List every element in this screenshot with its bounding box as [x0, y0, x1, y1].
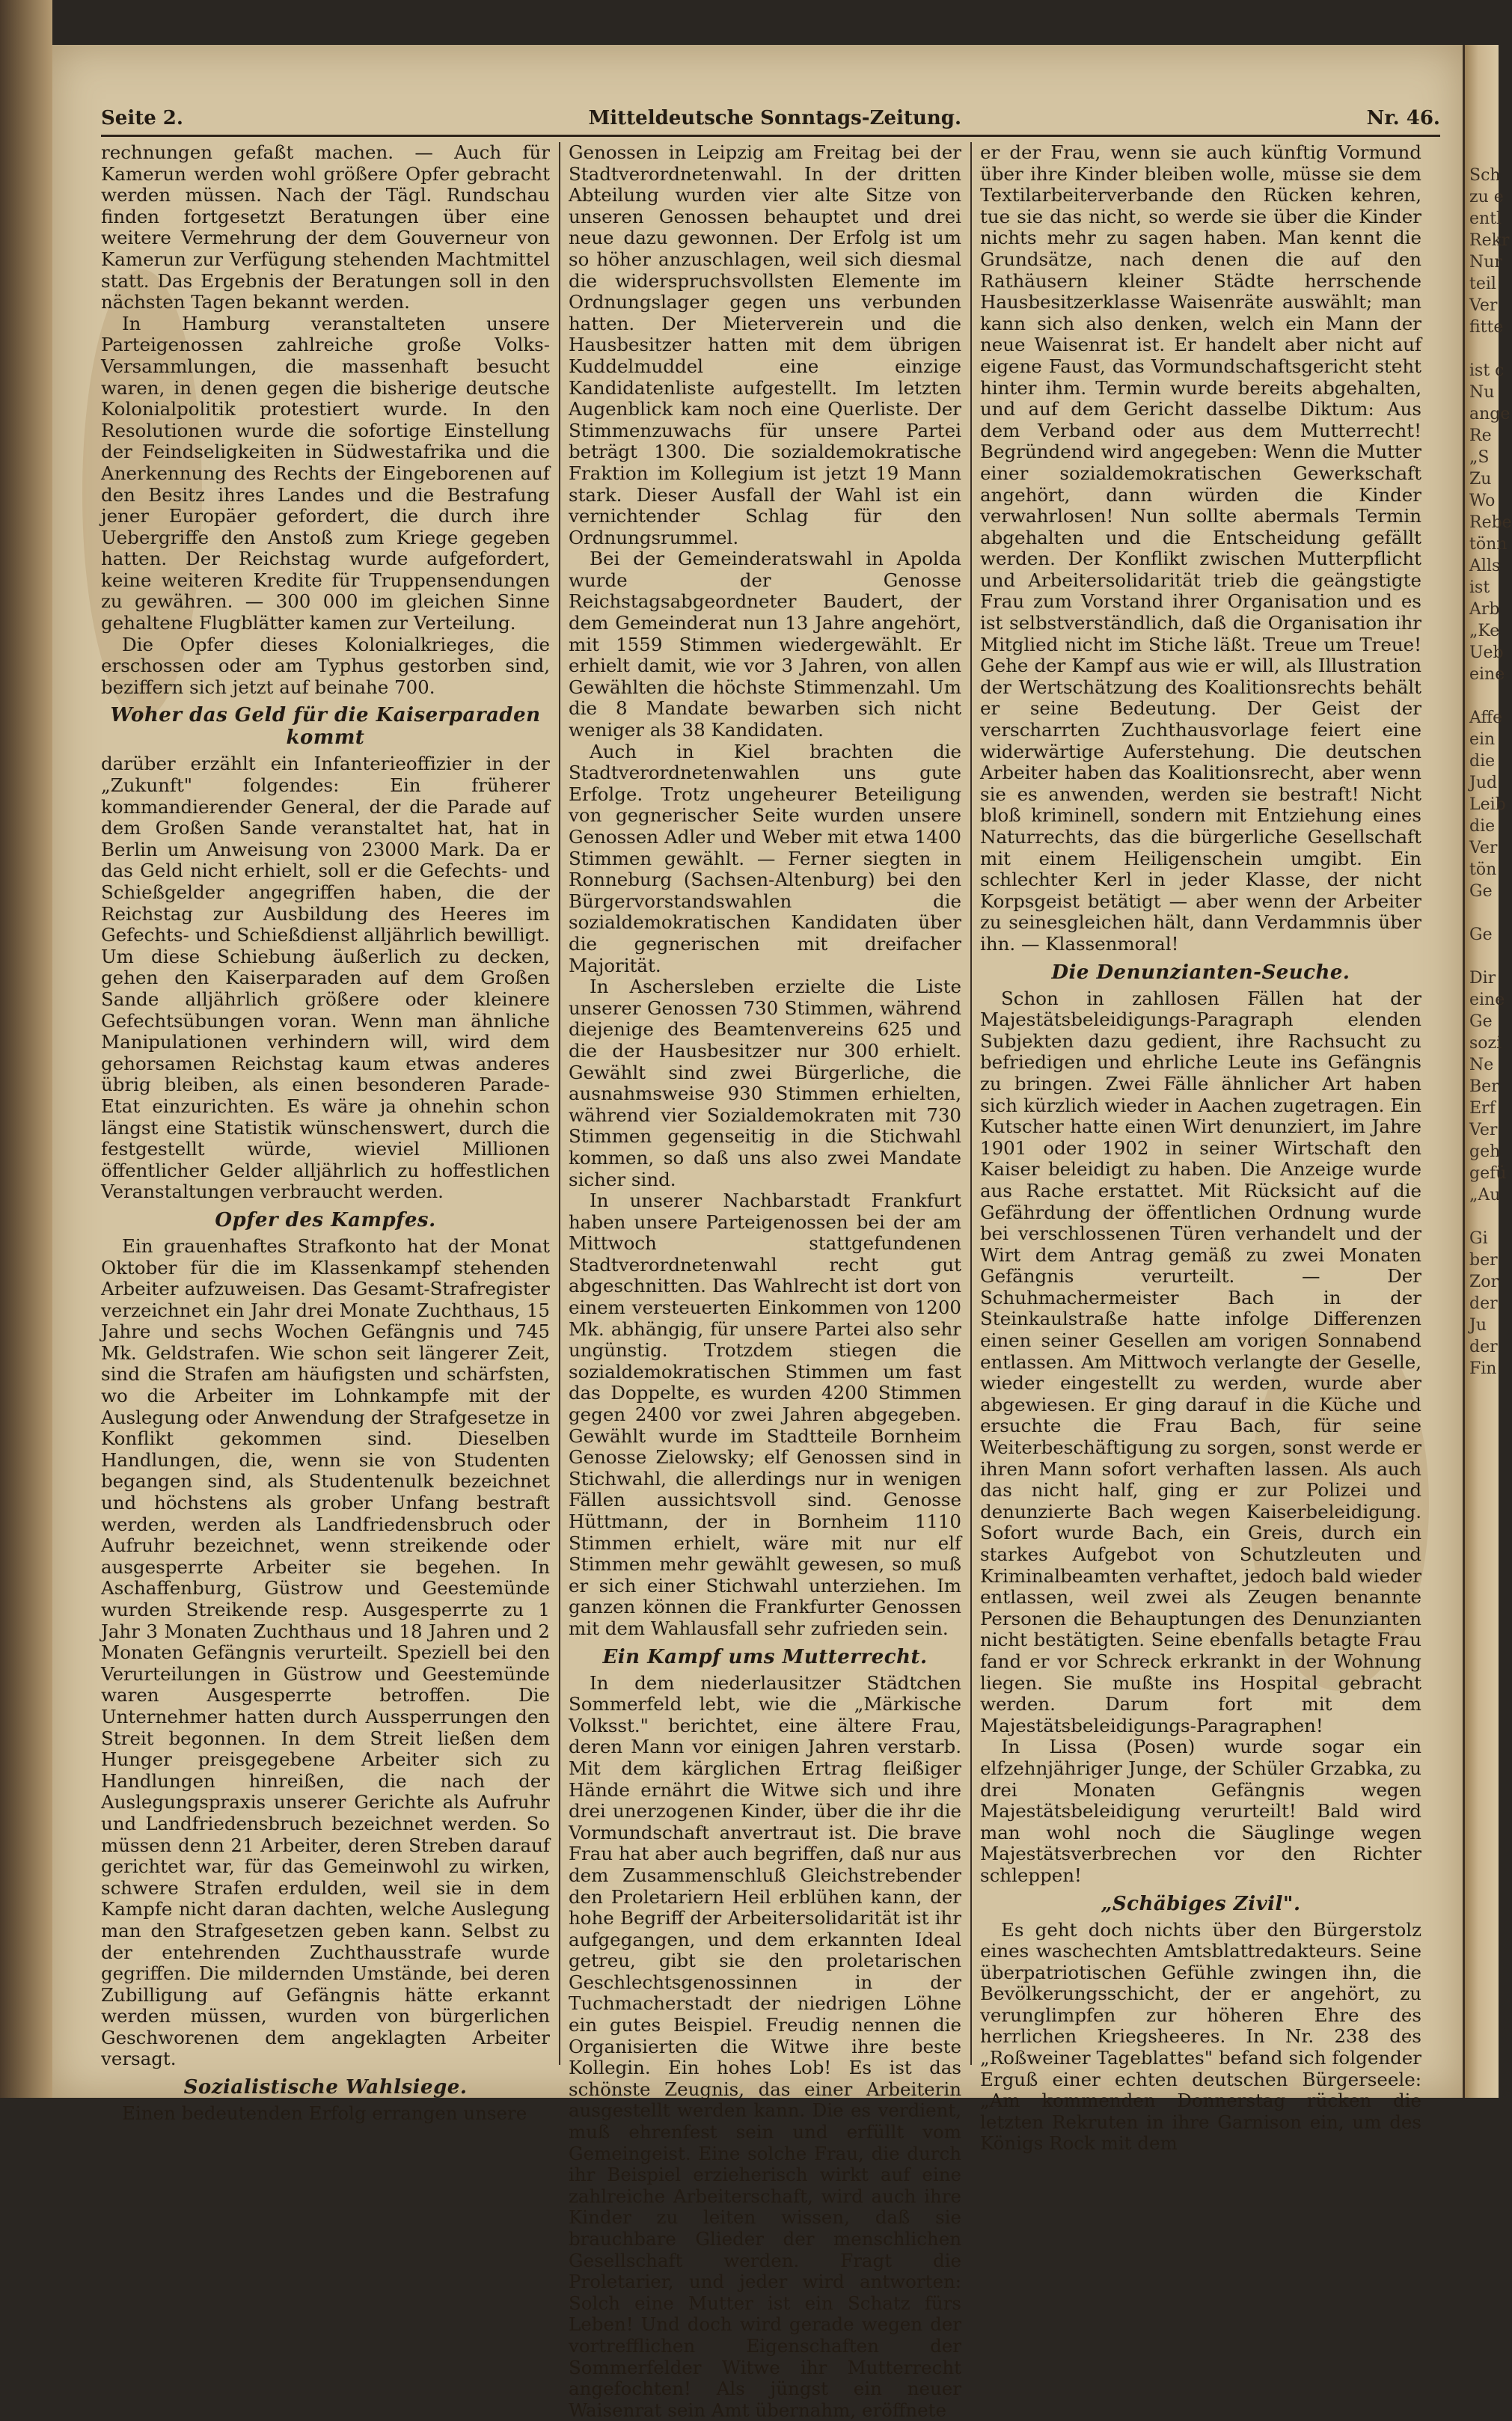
article-paragraph: Genossen in Leipzig am Freitag bei der Stadtverordnetenwahl. In der dritten Abteilung wurden vier alte Sitze von unseren Genossen behauptet und drei neue dazu gewonnen. Der Erfolg ist um so höher anzuschlagen, weil sich diesmal die widerspruchsvollsten Elemente im Ordnungslager gegen uns verbunden hatten. Der Mieterverein und die Hausbesitzer hatten mit dem übrigen Kuddelmuddel eine einzige Kandidatenliste aufgestellt. Im letzten Augenblick kam noch eine Querliste. Der Stimmenzuwachs für unsere Partei beträgt 1300. Die sozialdemokratische Fraktion im Kollegium ist jetzt 19 Mann stark. Dieser Ausfall der Wahl ist ein vernichtender Schlag für den Ordnungsrummel. — [569, 141, 961, 548]
article-heading: Die Denunzianten-Seuche. — [1051, 961, 1350, 984]
article-paragraph: In Lissa (Posen) wurde sogar ein elfzehnjähriger Junge, der Schüler Grzabka, zu drei Monaten Gefängnis wegen Majestätsbeleidigung verurteilt! Bald wird man wohl noch die Säuglinge wegen Majestätsverbrechen vor den Richter schleppen! — [980, 1736, 1421, 1886]
article-paragraph: Ein grauenhaftes Strafkonto hat der Monat Oktober für die im Klassenkampf stehenden Arbeiter aufzuweisen. Das Gesamt-Strafregister verzeichnet ein Jahr drei Monate Zuchthaus, 15 Jahre und sechs Wochen Gefängnis und 745 Mk. Geldstrafen. Wie schon seit längerer Zeit, sind die Strafen am häufigsten und schärfsten, wo die Arbeiter im Lohnkampfe mit der Auslegung oder Anwendung der Strafgesetze in Konflikt gekommen sind. Dieselben Handlungen, die, wenn sie von Studenten begangen sind, als Studentenulk bezeichnet und höchstens als grober Unfang bestraft werden, werden als Landfriedensbruch oder Aufruhr bezeichnet, wenn streikende oder ausgesperrte Arbeiter sie begehen. In Aschaffenburg, Güstrow und Geestemünde wurden Streikende resp. Ausgesperrte zu 1 Jahr 3 Monaten Zuchthaus und 18 Jahren und 2 Monaten Gefängnis verurteilt. Speziell bei den Verurteilungen in Güstrow und Geestemünde waren Ausgesperrte betroffen. Die Unternehmer hatten durch Aussperrungen den Streit begonnen. In dem Streit ließen dem Hunger preisgegebene Arbeiter sich zu Handlungen hinreißen, die nach der Auslegungspraxis unserer Gerichte als Aufruhr und Landfriedensbruch bezeichnet werden. So müssen denn 21 Arbeiter, deren Streben darauf gerichtet war, für das Gemeinwohl zu wirken, schwere Strafen erdulden, weil sie in dem Kampfe nicht daran dachten, welche Auslegung man den Strafgesetzen geben kann. Selbst zu der entehrenden Zuchthausstrafe wurde gegriffen. Die mildernden Umstände, bei deren Zubilligung auf Gefängnis hätte erkannt werden müssen, wurden von bürgerlichen Geschworenen dem angeklagten Arbeiter versagt. — [101, 1234, 550, 2070]
column-divider — [970, 142, 972, 2065]
issue-number: Nr. 46. — [1366, 107, 1440, 129]
article-paragraph: Bei der Gemeinderatswahl in Apolda wurde der Genosse Reichstagsabgeordneter Baudert, der dem Gemeinderat nun 13 Jahre angehört, mit 1559 Stimmen wiedergewählt. Er erhielt damit, wie vor 3 Jahren, von allen Gewählten die höchste Stimmenzahl. Um die 8 Mandate bewarben sich nicht weniger als 38 Kandidaten. — [569, 548, 961, 741]
article-paragraph: In dem niederlausitzer Städtchen Sommerfeld lebt, wie die „Märkische Volksst." berichtet, eine ältere Frau, deren Mann vor einigen Jahren verstarb. Mit dem kärglichen Ertrag fleißiger Hände ernährt die Witwe sich und ihre drei unerzogenen Kinder, über die ihr die Vormundschaft anvertraut ist. Die brave Frau hat aber auch begriffen, daß nur aus dem Zusammenschluß Gleichstrebender den Proletariern Heil erblühen kann, der hohe Begriff der Arbeitersolidarität ist ihr aufgegangen, und dem erkannten Ideal getreu, gibt sie den proletarischen Geschlechtsgenossinnen in der Tuchmacherstadt der niedrigen Löhne ein gutes Beispiel. Freudig nennen die Organisierten die Witwe ihre beste Kollegin. Ein hohes Lob! Es ist das schönste Zeugnis, das einer Arbeiterin ausgestellt werden kann. Die es verdient, muß ehrenfest sein und erfüllt vom Gemeingeist. Eine solche Frau, die durch ihr Beispiel erzieherisch wirkt auf eine zahlreiche Arbeiterschaft, wird auch ihre Kinder zu leiten wissen, daß sie brauchbare Glieder der menschlichen Gesellschaft werden. Fragt die Proletarier, und jeder wird antworten: Solch eine Mutter ist ein Schatz fürs Leben! Und doch wird gerade wegen der vortrefflichen Eigenschaften der Sommerfelder Witwe ihr Mutterrecht angefochten! Als jüngst ein neuer Waisenrat sein Amt übernahm, eröffnete — [569, 1671, 961, 2421]
column-1 — [101, 141, 550, 2125]
article-heading: Sozialistische Wahlsiege. — [183, 2076, 468, 2099]
article-heading: „Schäbiges Zivil". — [1101, 1892, 1301, 1915]
article-paragraph: In Aschersleben erzielte die Liste unserer Genossen 730 Stimmen, während diejenige des Beamtenvereins 625 und die der Hausbesitzer nur 300 erhielt. Gewählt sind zwei Bürgerliche, die ausnahmsweise 930 Stimmen erhielten, während vier Sozialdemokraten mit 730 Stimmen gegenseitig in die Stichwahl kommen, so daß uns also zwei Mandate sicher sind. — [569, 976, 961, 1190]
page-header — [101, 103, 1440, 133]
article-paragraph: Es geht doch nichts über den Bürgerstolz eines waschechten Amtsblattredakteurs. Seine überpatriotischen Gefühle zwingen ihn, die Bevölkerungsschicht, der er angehört, zu verunglimpfen zur höheren Ehre des herrlichen Kriegsheeres. In Nr. 238 des „Roßweiner Tageblattes" befand sich folgender Erguß einer echten deutschen Bürgerseele: „Am kommenden Donnerstag rücken die letzten Rekruten in ihre Garnison ein, um des Königs Rock mit dem — [980, 1918, 1421, 2155]
article-heading: Opfer des Kampfes. — [215, 1208, 436, 1231]
newspaper-title: Mitteldeutsche Sonntags-Zeitung. — [588, 107, 962, 129]
book-binding-edge — [0, 0, 52, 2098]
next-page-edge — [1463, 45, 1512, 2098]
article-paragraph: Schon in zahllosen Fällen hat der Majestätsbeleidigungs-Paragraph elenden Subjekten dazu gedient, ihre Rachsucht zu befriedigen und ehrliche Leute ins Gefängnis zu bringen. Zwei Fälle ähnlicher Art haben sich kürzlich wieder in Aachen zugetragen. Ein Kutscher hatte einen Wirt denunziert, im Jahre 1901 oder 1902 in seiner Wirtschaft den Kaiser beleidigt zu haben. Die Anzeige wurde aus Rache erstattet. Mit Rücksicht auf die Gefährdung der öffentlichen Ordnung wurde bei verschlossenen Türen verhandelt und der Wirt dem Antrag gemäß zu zwei Monaten Gefängnis verurteilt. — Der Schuhmachermeister Bach in der Steinkaulstraße hatte infolge Differenzen einen seiner Gesellen am vorigen Sonnabend entlassen. Am Mittwoch verlangte der Geselle, wieder eingestellt zu werden, wurde aber abgewiesen. Er ging darauf in die Küche und ersuchte die Frau Bach, für seine Weiterbeschäftigung zu sorgen, sonst werde er ihren Mann sofort verhaften lassen. Als auch das nicht half, ging er zur Polizei und denunzierte Bach wegen Kaiserbeleidigung. Sofort wurde Bach, ein Greis, durch ein starkes Aufgebot von Schutzleuten und Kriminalbeamten verhaftet, jedoch bald wieder entlassen, weil zwei als Zeugen benannte Personen die Behauptungen des Denunzianten nicht bestätigten. Seine ebenfalls betagte Frau fand er vor Schreck erkrankt in der Wohnung liegen. Sie mußte ins Hospital gebracht werden. Darum fort mit dem Majestätsbeleidigungs-Paragraphen! — [980, 987, 1421, 1736]
article-paragraph: rechnungen gefaßt machen. — Auch für Kamerun werden wohl größere Opfer gebracht werden müssen. Nach der Tägl. Rundschau finden fortgesetzt Beratungen über eine weitere Vermehrung der dem Gouverneur von Kamerun zur Verfügung stehenden Machtmittel statt. Das Ergebnis der Beratungen soll in den nächsten Tagen bekannt werden. — [101, 141, 550, 313]
article-paragraph: Auch in Kiel brachten die Stadtverordnetenwahlen uns gute Erfolge. Trotz ungeheurer Beteiligung von gegnerischer Seite wurden unsere Genossen Adler und Weber mit etwa 1400 Stimmen gewählt. — Ferner siegten in Ronneburg (Sachsen-Altenburg) bei den Bürgervorstandswahlen die sozialdemokratischen Kandidaten über die gegnerischen mit dreifacher Majorität. — [569, 740, 961, 976]
article-paragraph: er der Frau, wenn sie auch künftig Vormund über ihre Kinder bleiben wolle, müsse sie dem Textilarbeiterverbande den Rücken kehren, tue sie das nicht, so werde sie über die Kinder nichts mehr zu sagen haben. Man kennt die Grundsätze, nach denen die auf den Rathäusern kleiner Städte herrschende Hausbesitzerklasse Waisenräte auswählt; man kann sich also denken, welch ein Mann der neue Waisenrat ist. Er handelt aber nicht auf eigene Faust, das Vormundschaftsgericht steht hinter ihm. Termin wurde bereits abgehalten, und auf dem Gericht dasselbe Diktum: Aus dem Verband oder aus dem Mutterrecht! Begründend wird angegeben: Wenn die Mutter einer sozialdemokratischen Gewerkschaft angehört, dann würden die Kinder verwahrlosen! Nun sollte abermals Termin abgehalten und die Entscheidung gefällt werden. Der Konflikt zwischen Mutterpflicht und Arbeitersolidarität trieb die geängstigte Frau zum Vorstand ihrer Organisation und es ist selbstverständlich, daß die Organisation ihr Mitglied nicht im Stiche läßt. Treue um Treue! Gehe der Kampf aus wie er will, als Illustration der Wertschätzung des Koalitionsrechts behält er seine Bedeutung. Der Geist der verscharrten Zuchthausvorlage feiert eine widerwärtige Auferstehung. Die deutschen Arbeiter haben das Koalitionsrecht, aber wenn sie es anwenden, werden sie bestraft! Nicht bloß kriminell, sondern mit Entziehung eines Naturrechts, das die bürgerliche Gesellschaft mit einem Heiligenschein umgibt. Ein schlechter Kerl in jeder Klasse, der nicht Korpsgeist betätigt — aber wenn der Arbeiter zu seinesgleichen hält, dann Verdammnis über ihn. — Klassenmoral! — [980, 141, 1421, 955]
article-heading: Woher das Geld für die Kaiserparaden kommt — [110, 704, 541, 750]
next-page-margin-text: Sch zu e entl Rekr Nur teil Ver fitte ist c Nu ange Re „S Zu Wo Rebe tönn Alls ist Arb „Ke Ueb eine Affe ein die Jud Leib die Ver tön Ge Ge Dir eine Ge sozi Ne Ber Erf Ver geh gefü „Au Gi ber Zor der Ju der Fin — [1469, 166, 1512, 1378]
article-paragraph: darüber erzählt ein Infanterieoffizier in der „Zukunft" folgendes: Ein früherer kommandierender General, der die Parade auf dem Großen Sande veranstaltet hat, hat in Berlin um Anweisung von 23000 Mark. Da er das Geld nicht erhielt, soll er die Gefechts- und Schießgelder angegriffen haben, die der Reichstag zur Ausbildung des Heeres im Gefechts- und Schießdienst alljährlich bewilligt. Um diese Schiebung äußerlich zu decken, gehen den Kaiserparaden auf dem Großen Sande alljährlich größere oder kleinere Gefechtsübungen voran. Wenn man ähnliche Manipulationen verhindern will, wird dem gehorsamen Reichstag kaum etwas anderes übrig bleiben, als einen besonderen Parade-Etat einzurichten. Es wäre ja ohnehin schon längst eine Statistik wünschenswert, durch die festgestellt würde, wieviel Millionen öffentlicher Gelder alljährlich zu hoffestlichen Veranstaltungen verbraucht werden. — [101, 753, 550, 1203]
article-paragraph: In Hamburg veranstalteten unsere Parteigenossen zahlreiche große Volks-Versammlungen, die massenhaft besucht waren, in denen gegen die bisherige deutsche Kolonialpolitik protestiert wurde. In den Resolutionen wurde die sofortige Einstellung der Feindseligkeiten in Südwestafrika und die Anerkennung des Rechts der Eingeborenen auf den Besitz ihres Landes und die Bestrafung jener Europäer gefordert, die durch ihre Uebergriffe den Anstoß zum Kriege gegeben hatten. Der Reichstag wurde aufgefordert, keine weiteren Kredite für Truppensendungen zu gewähren. — 300 000 im gleichen Sinne gehaltene Flugblätter kamen zur Verteilung. — [101, 312, 550, 634]
page-number: Seite 2. — [101, 107, 183, 129]
article-paragraph: Die Opfer dieses Kolonialkrieges, die erschossen oder am Typhus gestorben sind, beziffern sich jetzt auf beinahe 700. — [101, 633, 550, 698]
header-rule — [101, 135, 1440, 137]
article-paragraph: In unserer Nachbarstadt Frankfurt haben unsere Parteigenossen bei der am Mittwoch stattgefundenen Stadtverordnetenwahl recht gut abgeschnitten. Das Wahlrecht ist dort von einem versteuerten Einkommen von 1200 Mk. abhängig, für unsere Partei also sehr ungünstig. Trotzdem stiegen die sozialdemokratischen Stimmen um fast das Doppelte, es wurden 4200 Stimmen gegen 2400 vor zwei Jahren abgegeben. Gewählt wurde im Stadtteile Bornheim Genosse Zielowsky; elf Genossen sind in Stichwahl, die allerdings nur in wenigen Fällen aussichtsvoll sind. Genosse Hüttmann, der in Bornheim 1110 Stimmen erhielt, wäre mit nur elf Stimmen mehr gewählt gewesen, so muß er sich einer Stichwahl unterziehen. Im ganzen können die Frankfurter Genossen mit dem Wahlausfall sehr zufrieden sein. — [569, 1190, 961, 1639]
column-divider — [559, 142, 560, 2065]
article-paragraph: Einen bedeutenden Erfolg errangen unsere — [122, 2102, 527, 2125]
column-3 — [980, 141, 1421, 2155]
article-heading: Ein Kampf ums Mutterrecht. — [602, 1645, 928, 1668]
column-2 — [569, 141, 961, 2421]
